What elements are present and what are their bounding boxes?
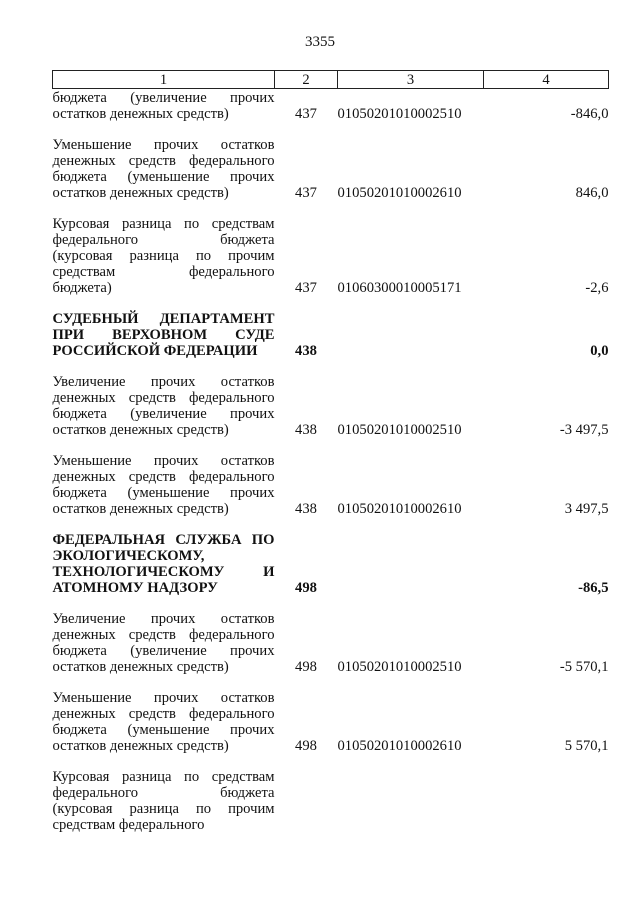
row-admin-code: 498 — [295, 580, 317, 596]
description-line: Увеличение прочих остатков — [52, 374, 275, 390]
description-line: средствам федерального — [52, 264, 275, 280]
column-header-3: 3 — [338, 71, 484, 89]
row-budget-code: 01050201010002510 — [337, 106, 462, 122]
row-spacer — [53, 359, 609, 374]
description-line: Курсовая разница по средствам — [52, 769, 275, 785]
row-description — [53, 89, 275, 123]
row-admin-code: 498 — [295, 659, 317, 675]
row-spacer — [53, 596, 609, 611]
table-row — [53, 453, 609, 517]
row-spacer — [53, 296, 609, 311]
row-admin-code: 438 — [295, 501, 317, 517]
table-header-row — [53, 71, 609, 89]
row-admin-code: 438 — [295, 343, 317, 359]
description-line: остатков денежных средств) — [52, 659, 229, 675]
row-description — [53, 532, 275, 596]
row-amount: 3 497,5 — [564, 501, 609, 517]
row-amount: -86,5 — [578, 580, 609, 596]
row-spacer — [53, 201, 609, 216]
row-description — [53, 769, 275, 833]
description-line: РОССИЙСКОЙ ФЕДЕРАЦИИ — [52, 343, 258, 359]
description-line: Уменьшение прочих остатков — [52, 137, 275, 153]
column-header-2: 2 — [275, 71, 338, 89]
description-line: остатков денежных средств) — [52, 185, 229, 201]
description-line: бюджета (уменьшение прочих — [52, 169, 275, 185]
row-spacer — [53, 122, 609, 137]
row-amount: 5 570,1 — [564, 738, 609, 754]
table-row — [53, 374, 609, 438]
row-budget-code: 01050201010002510 — [337, 659, 462, 675]
row-description — [53, 374, 275, 438]
description-line: остатков денежных средств) — [52, 738, 229, 754]
row-amount: 846,0 — [575, 185, 609, 201]
row-budget-code: 01050201010002610 — [337, 501, 462, 517]
table-row — [53, 216, 609, 296]
row-budget-code: 01050201010002510 — [337, 422, 462, 438]
description-line: ФЕДЕРАЛЬНАЯ СЛУЖБА ПО — [52, 532, 275, 548]
row-spacer-cell — [53, 359, 609, 374]
row-description — [53, 611, 275, 675]
row-admin-code: 437 — [295, 106, 317, 122]
row-admin-code: 498 — [295, 738, 317, 754]
table-row — [53, 690, 609, 754]
row-description — [53, 453, 275, 517]
row-spacer — [53, 754, 609, 769]
row-description — [53, 311, 275, 359]
row-admin-code — [275, 769, 338, 833]
row-budget-code — [338, 311, 484, 359]
row-amount — [484, 769, 609, 833]
description-line: средствам федерального — [52, 817, 205, 833]
row-admin-code: 437 — [295, 280, 317, 296]
row-description — [53, 137, 275, 201]
description-line: ПРИ ВЕРХОВНОМ СУДЕ — [52, 327, 275, 343]
description-line: (курсовая разница по прочим — [52, 801, 275, 817]
row-budget-code — [338, 532, 484, 596]
row-spacer — [53, 438, 609, 453]
table-row — [53, 137, 609, 201]
description-line: денежных средств федерального — [52, 706, 275, 722]
description-line: денежных средств федерального — [52, 153, 275, 169]
table-row — [53, 611, 609, 675]
description-line: бюджета (увеличение прочих — [52, 406, 275, 422]
description-line: бюджета (уменьшение прочих — [52, 722, 275, 738]
description-line: денежных средств федерального — [52, 390, 275, 406]
description-line: АТОМНОМУ НАДЗОРУ — [52, 580, 218, 596]
row-spacer-cell — [53, 596, 609, 611]
row-spacer — [53, 675, 609, 690]
budget-table — [52, 70, 609, 833]
row-amount: -2,6 — [585, 280, 609, 296]
row-spacer-cell — [53, 122, 609, 137]
row-budget-code: 01050201010002610 — [337, 738, 462, 754]
description-line: Увеличение прочих остатков — [52, 611, 275, 627]
description-line: денежных средств федерального — [52, 469, 275, 485]
row-description — [53, 216, 275, 296]
row-spacer — [53, 517, 609, 532]
description-line: ЭКОЛОГИЧЕСКОМУ, — [52, 548, 205, 564]
description-line: бюджета (уменьшение прочих — [52, 485, 275, 501]
description-line: ТЕХНОЛОГИЧЕСКОМУ И — [52, 564, 275, 580]
row-spacer-cell — [53, 438, 609, 453]
row-budget-code — [338, 769, 484, 833]
row-description — [53, 690, 275, 754]
description-line: остатков денежных средств) — [52, 422, 229, 438]
table-row-section-heading — [53, 532, 609, 596]
description-line: федерального бюджета — [52, 785, 275, 801]
description-line: денежных средств федерального — [52, 627, 275, 643]
row-amount: -846,0 — [570, 106, 609, 122]
row-spacer-cell — [53, 296, 609, 311]
description-line: федерального бюджета — [52, 232, 275, 248]
table-row-section-heading — [53, 311, 609, 359]
column-header-1: 1 — [53, 71, 275, 89]
row-admin-code: 437 — [295, 185, 317, 201]
row-spacer-cell — [53, 675, 609, 690]
description-line: (курсовая разница по прочим — [52, 248, 275, 264]
description-line: бюджета (увеличение прочих — [52, 643, 275, 659]
description-line: Курсовая разница по средствам — [52, 216, 275, 232]
row-spacer-cell — [53, 754, 609, 769]
row-amount: -3 497,5 — [559, 422, 609, 438]
page-number: 3355 — [305, 34, 335, 50]
description-line: Уменьшение прочих остатков — [52, 453, 275, 469]
description-line: остатков денежных средств) — [52, 501, 229, 517]
row-amount: -5 570,1 — [559, 659, 609, 675]
row-budget-code: 01050201010002610 — [337, 185, 462, 201]
description-line: бюджета) — [52, 280, 112, 296]
description-line: бюджета (увеличение прочих — [52, 90, 275, 106]
table-row — [53, 769, 609, 833]
row-admin-code: 438 — [295, 422, 317, 438]
row-spacer-cell — [53, 517, 609, 532]
row-budget-code: 01060300010005171 — [337, 280, 462, 296]
table-row — [53, 89, 609, 123]
description-line: остатков денежных средств) — [52, 106, 229, 122]
description-line: СУДЕБНЫЙ ДЕПАРТАМЕНТ — [52, 311, 275, 327]
description-line: Уменьшение прочих остатков — [52, 690, 275, 706]
row-amount: 0,0 — [590, 343, 609, 359]
column-header-4: 4 — [484, 71, 609, 89]
row-spacer-cell — [53, 201, 609, 216]
table-body — [53, 89, 609, 834]
